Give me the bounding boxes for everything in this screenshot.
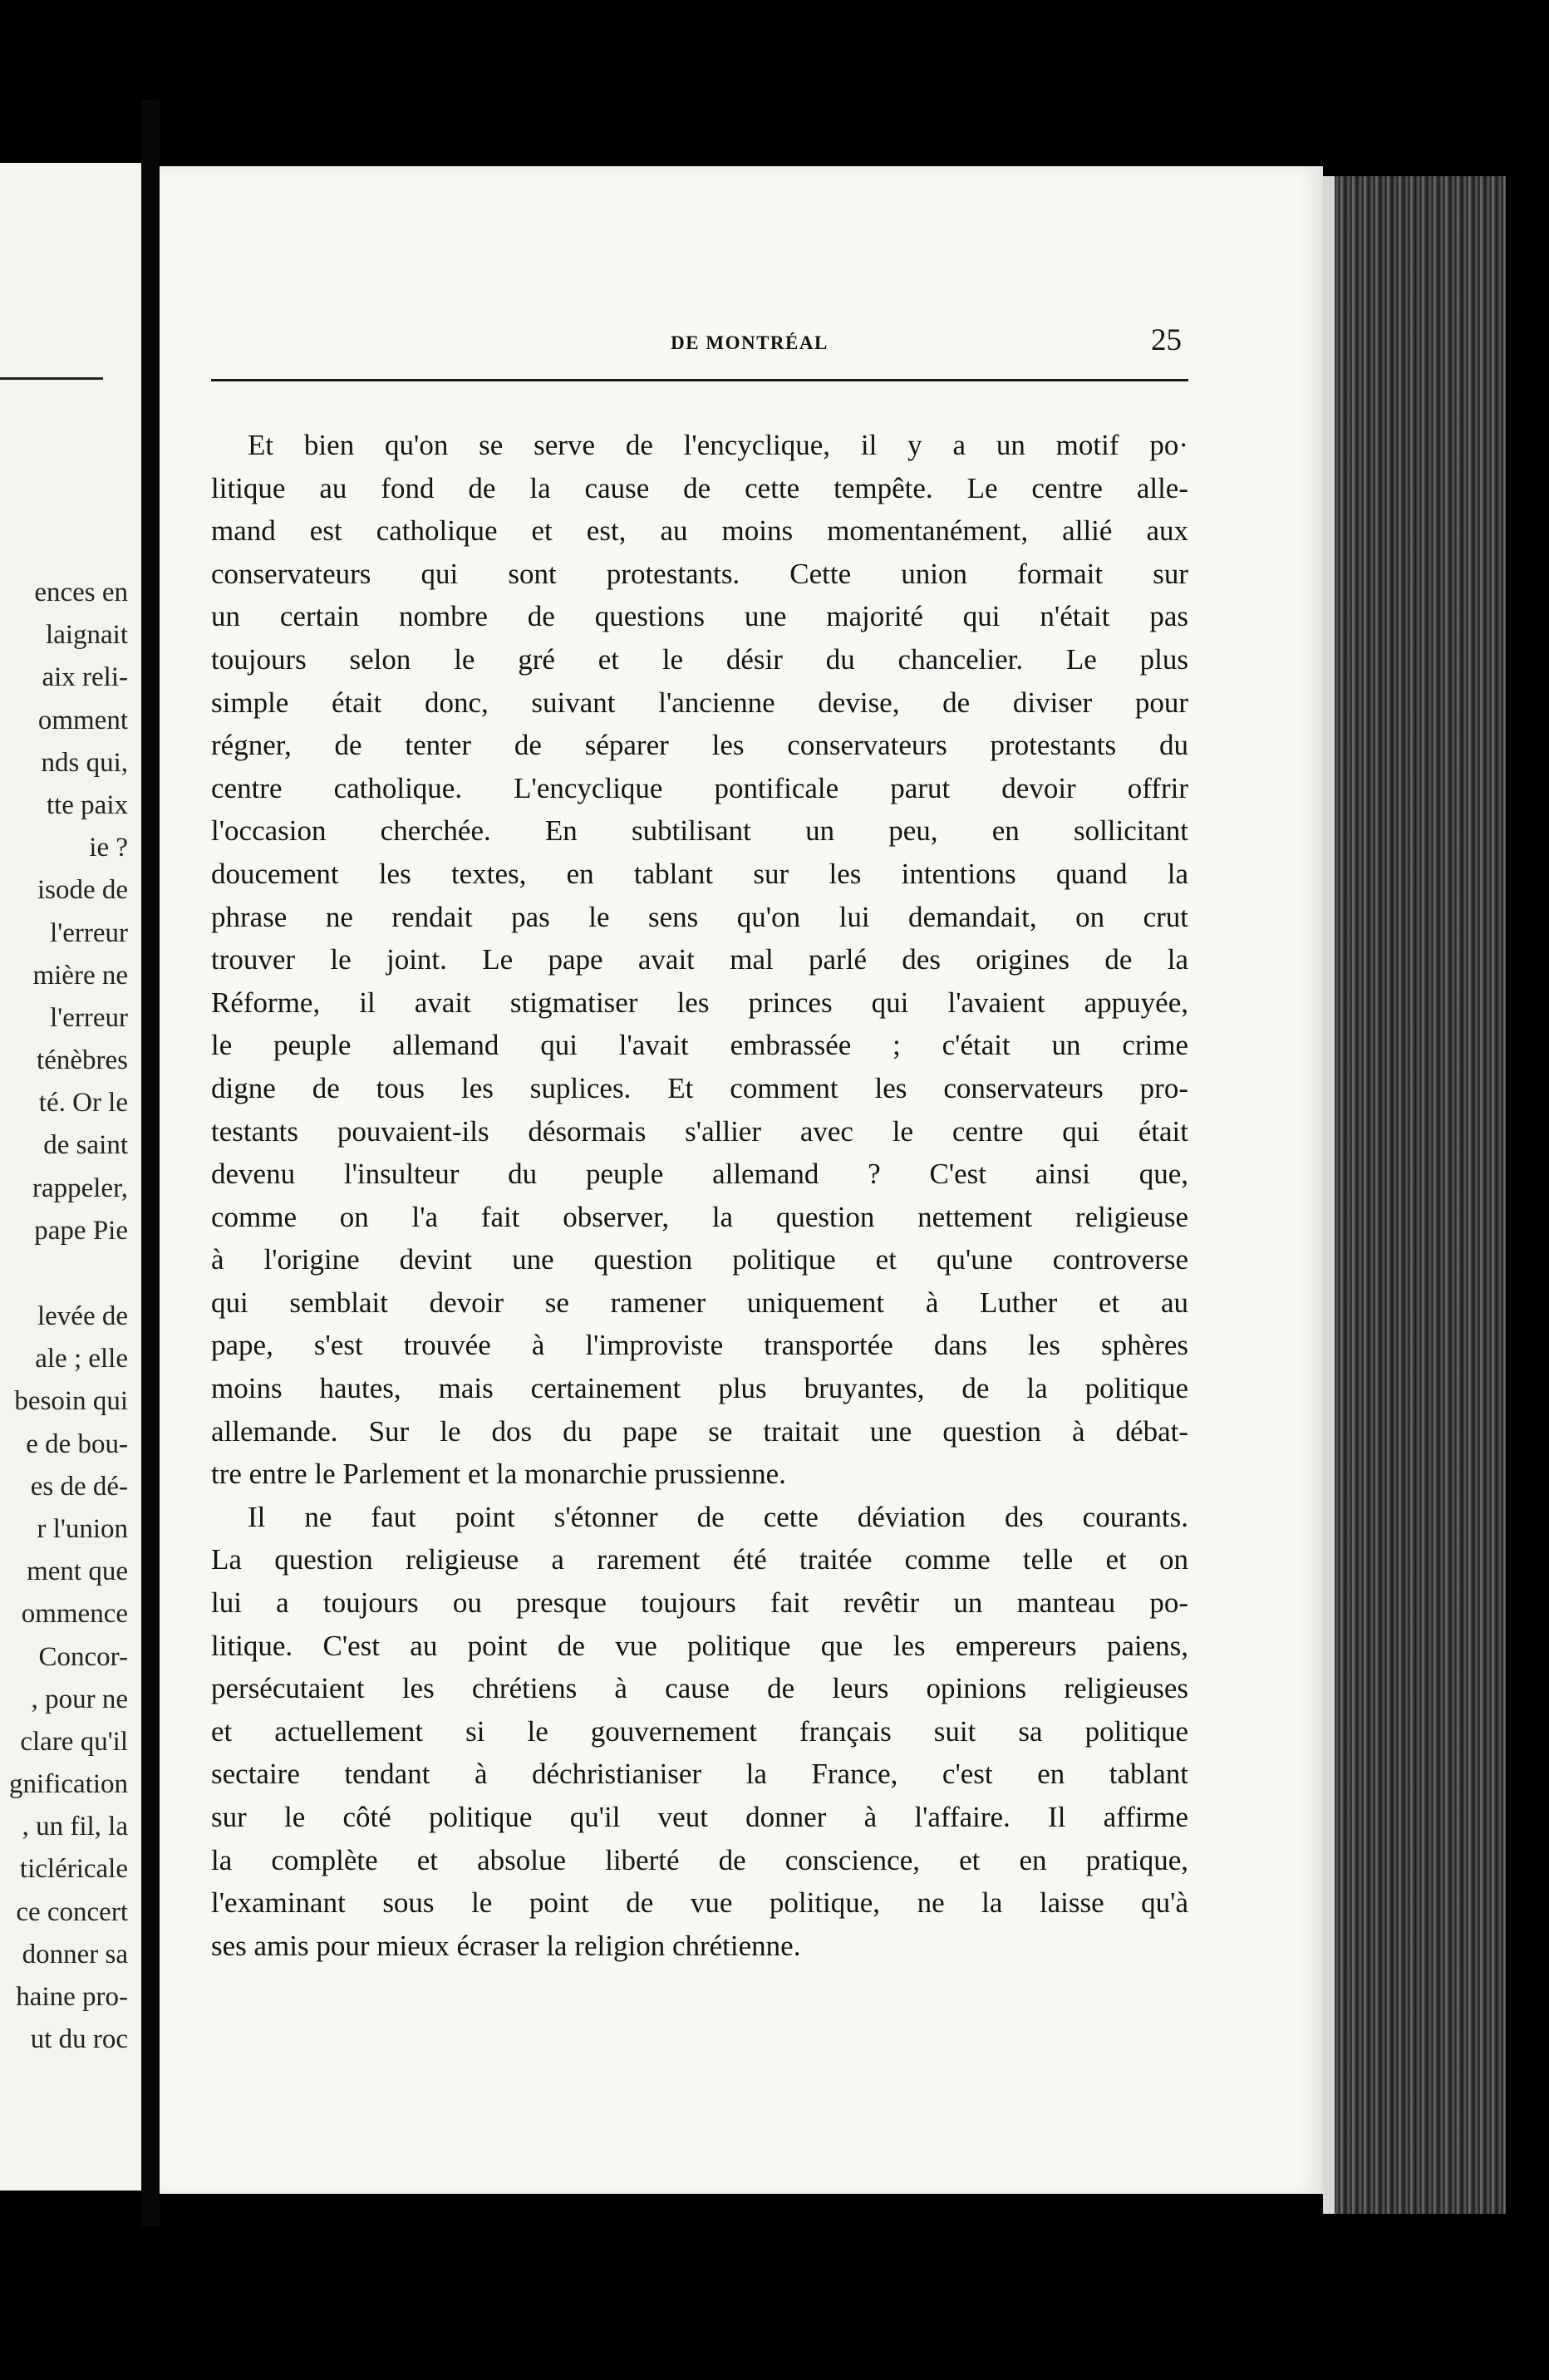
text-line: litique au fond de la cause de cette tempête. Le centre alle- — [211, 471, 1188, 504]
previous-page-line: besoin qui — [14, 1386, 128, 1417]
previous-page-line: donner sa — [22, 1939, 128, 1969]
previous-page-line: ténèbres — [37, 1045, 128, 1076]
text-line: et actuellement si le gouvernement français suit sa politique — [211, 1714, 1188, 1748]
text-line: toujours selon le gré et le désir du chancelier. Le plus — [211, 642, 1188, 676]
text-line: allemande. Sur le dos du pape se traitait une question à débat- — [211, 1414, 1188, 1448]
previous-page-line: de saint — [43, 1130, 128, 1161]
previous-page-line — [0, 1252, 128, 1296]
text-line: moins hautes, mais certainement plus bruyantes, de la politique — [211, 1372, 1188, 1405]
book-page — [160, 166, 1323, 2194]
text-line: l'occasion cherchée. En subtilisant un peu, en sollicitant — [211, 814, 1188, 848]
page-edge-border — [1323, 176, 1335, 2214]
previous-page-line: e de bou- — [26, 1428, 128, 1459]
previous-page-line: clare qu'il — [20, 1726, 128, 1757]
text-line: simple était donc, suivant l'ancienne devise, de diviser pour — [211, 686, 1188, 719]
previous-page-line: nds qui, — [41, 747, 128, 778]
previous-page-line: ences en — [34, 578, 128, 607]
text-line: La question religieuse a rarement été traitée comme telle et on — [211, 1543, 1188, 1576]
previous-page-line: es de dé- — [30, 1471, 128, 1502]
text-line: doucement les textes, en tablant sur les intentions quand la — [211, 857, 1188, 890]
text-line: persécutaient les chrétiens à cause de leurs opinions religieuses — [211, 1672, 1188, 1705]
previous-page-line: haine pro- — [16, 1982, 128, 2012]
previous-page-line: r l'union — [37, 1513, 128, 1544]
paragraph — [211, 424, 1188, 1496]
previous-page-line: té. Or le — [38, 1088, 128, 1119]
text-line: l'examinant sous le point de vue politique, ne la laisse qu'à — [211, 1886, 1188, 1920]
previous-page-line: ce concert — [16, 1896, 128, 1927]
book-gutter — [141, 100, 160, 2227]
header-rule — [211, 379, 1188, 381]
text-line: Il ne faut point s'étonner de cette déviation des courants. — [248, 1500, 1188, 1533]
previous-page-line: l'erreur — [50, 1002, 128, 1033]
previous-page-line: ommence — [21, 1599, 128, 1630]
previous-page-rule — [0, 377, 103, 380]
previous-page-line: , pour ne — [31, 1684, 128, 1714]
page-number: 25 — [1151, 323, 1182, 357]
previous-page-line: pape Pie — [34, 1215, 128, 1246]
previous-page-line: tte paix — [46, 789, 128, 820]
text-line: ses amis pour mieux écraser la religion chrétienne. — [211, 1929, 801, 1962]
text-line: Réforme, il avait stigmatiser les princes qui l'avaient appuyée, — [211, 986, 1188, 1019]
text-line: centre catholique. L'encyclique pontificale parut devoir offrir — [211, 771, 1188, 804]
previous-page-fragment — [0, 163, 141, 2191]
text-line: un certain nombre de questions une majorité qui n'était pas — [211, 600, 1188, 633]
previous-page-line: aix reli- — [42, 662, 128, 693]
text-line: sectaire tendant à déchristianiser la France, c'est en tablant — [211, 1758, 1188, 1791]
text-line: qui semblait devoir se ramener uniquement à Luther et au — [211, 1286, 1188, 1319]
text-line: Et bien qu'on se serve de l'encyclique, il y a un motif po· — [248, 429, 1188, 461]
text-line: comme on l'a fait observer, la question nettement religieuse — [211, 1200, 1188, 1233]
text-line: phrase ne rendait pas le sens qu'on lui demandait, on crut — [211, 900, 1188, 933]
previous-page-text — [0, 572, 128, 2061]
running-title: DE MONTRÉAL — [671, 332, 829, 353]
previous-page-line: ale ; elle — [35, 1344, 128, 1374]
previous-page-line: l'erreur — [50, 917, 128, 948]
text-line: à l'origine devint une question politique et qu'une controverse — [211, 1243, 1188, 1276]
previous-page-line: mière ne — [32, 960, 128, 991]
text-line: conservateurs qui sont protestants. Cette union formait sur — [211, 557, 1188, 590]
paragraph — [211, 1496, 1188, 1968]
previous-page-line: ticléricale — [19, 1854, 128, 1885]
book-page-edges — [1323, 176, 1506, 2214]
previous-page-line: rappeler, — [32, 1173, 128, 1203]
text-line: sur le côté politique qu'il veut donner à l'affaire. Il affirme — [211, 1801, 1188, 1833]
previous-page-line: ie ? — [89, 833, 128, 863]
text-line: la complète et absolue liberté de conscience, et en pratique, — [211, 1843, 1188, 1876]
previous-page-line: Concor- — [38, 1641, 128, 1672]
text-line: lui a toujours ou presque toujours fait revêtir un manteau po- — [211, 1586, 1188, 1620]
previous-page-line: laignait — [46, 620, 128, 651]
previous-page-line: , un fil, la — [22, 1812, 128, 1842]
previous-page-line: isode de — [37, 875, 128, 906]
text-line: le peuple allemand qui l'avait embrassée ; c'était un crime — [211, 1029, 1188, 1062]
previous-page-line: levée de — [37, 1301, 128, 1331]
text-line: testants pouvaient-ils désormais s'allier avec le centre qui était — [211, 1114, 1188, 1148]
text-line: litique. C'est au point de vue politique que les empereurs paiens, — [211, 1629, 1188, 1662]
previous-page-line: gnification — [9, 1769, 128, 1800]
text-line: tre entre le Parlement et la monarchie prussienne. — [211, 1458, 786, 1491]
previous-page-line: omment — [37, 705, 128, 735]
text-line: mand est catholique et est, au moins momentanément, allié aux — [211, 514, 1188, 548]
page-body — [211, 424, 1188, 1967]
text-line: pape, s'est trouvée à l'improviste transportée dans les sphères — [211, 1329, 1188, 1362]
text-line: trouver le joint. Le pape avait mal parlé des origines de la — [211, 943, 1188, 976]
text-line: devenu l'insulteur du peuple allemand ? C'est ainsi que, — [211, 1158, 1188, 1191]
text-line: régner, de tenter de séparer les conservateurs protestants du — [211, 729, 1188, 762]
text-line: digne de tous les suplices. Et comment les conservateurs pro- — [211, 1071, 1188, 1104]
previous-page-line: ment que — [27, 1556, 128, 1587]
previous-page-line: ut du roc — [30, 2024, 128, 2055]
